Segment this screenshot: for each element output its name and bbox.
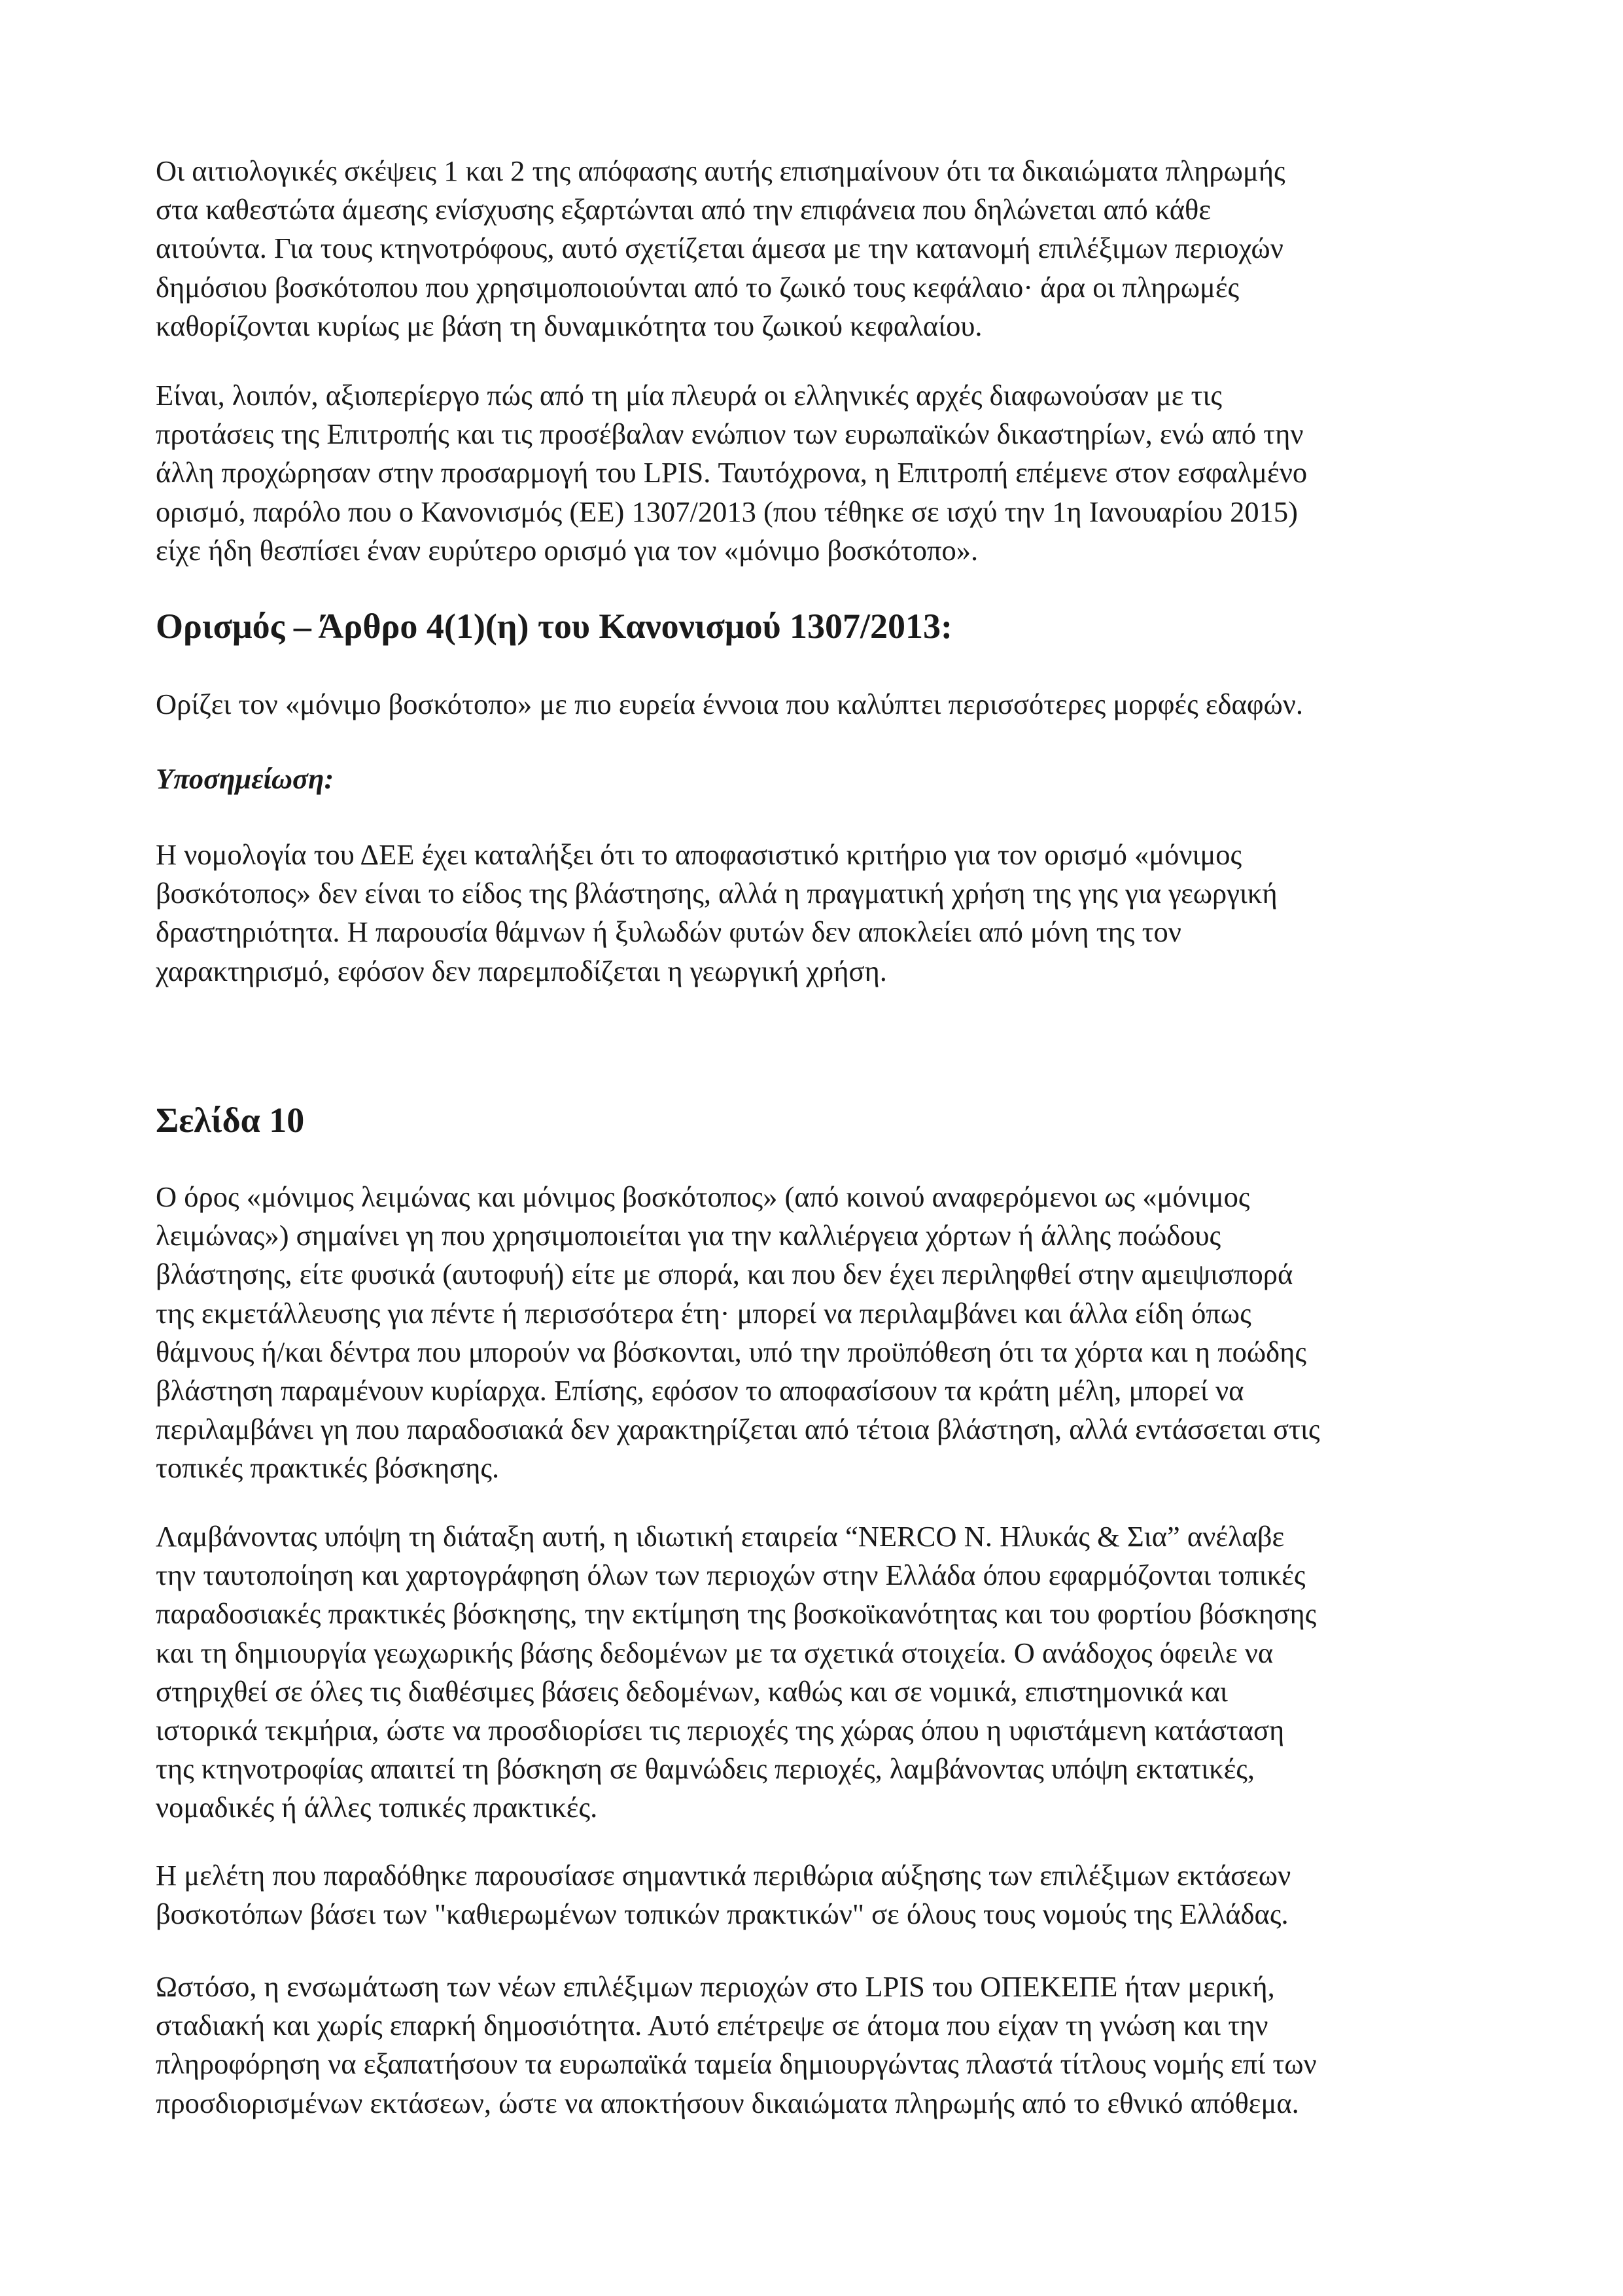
text-line: ιστορικά τεκμήρια, ώστε να προσδιορίσει τις περιοχές της χώρας όπου η υφιστάμενη κατάσταση [156,1714,1285,1747]
text-line: θάμνους ή/και δέντρα που μπορούν να βόσκονται, υπό την προϋπόθεση ότι τα χόρτα και η ποώδης [156,1335,1307,1368]
text-line: αιτούντα. Για τους κτηνοτρόφους, αυτό σχετίζεται άμεσα με την κατανομή επιλέξιμων περιοχών [156,232,1283,265]
paragraph [156,836,1278,991]
text-line: πληροφόρηση να εξαπατήσουν τα ευρωπαϊκά ταμεία δημιουργώντας πλαστά τίτλους νομής επί των [156,2047,1317,2081]
text-line: Η νομολογία του ΔΕΕ έχει καταλήξει ότι το αποφασιστικό κριτήριο για τον ορισμό «μόνιμος [156,838,1242,871]
text-line: της κτηνοτροφίας απαιτεί τη βόσκηση σε θαμνώδεις περιοχές, λαμβάνοντας υπόψη εκτατικές, [156,1752,1255,1786]
text-line: Η μελέτη που παραδόθηκε παρουσίασε σημαντικά περιθώρια αύξησης των επιλέξιμων εκτάσεων [156,1859,1291,1892]
paragraph [156,1178,1320,1488]
text-line: παραδοσιακές πρακτικές βόσκησης, την εκτίμηση της βοσκοϊκανότητας και του φορτίου βόσκησης [156,1597,1317,1631]
paragraph [156,376,1307,570]
text-line: σταδιακή και χωρίς επαρκή δημοσιότητα. Αυτό επέτρεψε σε άτομα που είχαν τη γνώση και την [156,2009,1268,2042]
text-line: Ωστόσο, η ενσωμάτωση των νέων επιλέξιμων περιοχών στο LPIS του ΟΠΕΚΕΠΕ ήταν μερική, [156,1970,1275,2003]
text-line: είχε ήδη θεσπίσει έναν ευρύτερο ορισμό για τον «μόνιμο βοσκότοπο». [156,533,979,567]
paragraph [156,152,1285,345]
paragraph [156,685,1303,724]
text-line: καθορίζονται κυρίως με βάση τη δυναμικότητα του ζωικού κεφαλαίου. [156,309,983,342]
text-line: στα καθεστώτα άμεσης ενίσχυσης εξαρτώνται από την επιφάνεια που δηλώνεται από κάθε [156,193,1212,226]
text-line: περιλαμβάνει γη που παραδοσιακά δεν χαρακτηρίζεται από τέτοια βλάστηση, αλλά εντάσσεται στις [156,1413,1320,1446]
text-line: Οι αιτιολογικές σκέψεις 1 και 2 της απόφασης αυτής επισημαίνουν ότι τα δικαιώματα πληρωμής [156,154,1285,187]
text-line: βλάστησης, είτε φυσικά (αυτοφυή) είτε με σπορά, και που δεν έχει περιληφθεί στην αμειψισπορά [156,1258,1293,1291]
text-line: τοπικές πρακτικές βόσκησης. [156,1451,500,1485]
text-line: Ορίζει τον «μόνιμο βοσκότοπο» με πιο ευρεία έννοια που καλύπτει περισσότερες μορφές εδαφών. [156,688,1304,720]
section-heading: Ορισμός – Άρθρο 4(1)(η) του Κανονισμού 1307/2013: [156,607,953,646]
page-section-heading: Σελίδα 10 [156,1101,305,1140]
text-line: ορισμό, παρόλο που ο Κανονισμός (ΕΕ) 1307/2013 (που τέθηκε σε ισχύ την 1η Ιανουαρίου 2015) [156,495,1298,528]
text-line: Είναι, λοιπόν, αξιοπερίεργο πώς από τη μία πλευρά οι ελληνικές αρχές διαφωνούσαν με τις [156,379,1223,412]
text-line: βοσκότοπος» δεν είναι το είδος της βλάστησης, αλλά η πραγματική χρήση της γης για γεωργική [156,877,1278,910]
text-line: προτάσεις της Επιτροπής και τις προσέβαλαν ενώπιον των ευρωπαϊκών δικαστηρίων, ενώ από την [156,417,1304,451]
text-line: την ταυτοποίηση και χαρτογράφηση όλων των περιοχών στην Ελλάδα όπου εφαρμόζονται τοπικές [156,1559,1306,1592]
footnote-label: Υποσημείωση: [156,762,334,795]
paragraph [156,1856,1291,1934]
text-line: νομαδικές ή άλλες τοπικές πρακτικές. [156,1791,598,1824]
text-line: Ο όρος «μόνιμος λειμώνας και μόνιμος βοσκότοπος» (από κοινού αναφερόμενοι ως «μόνιμος [156,1180,1250,1213]
text-line: δραστηριότητα. Η παρουσία θάμνων ή ξυλωδών φυτών δεν αποκλείει από μόνη της τον [156,915,1181,949]
text-line: Λαμβάνοντας υπόψη τη διάταξη αυτή, η ιδιωτική εταιρεία “NERCO Ν. Ηλυκάς & Σια” ανέλαβε [156,1520,1285,1553]
text-line: άλλη προχώρησαν στην προσαρμογή του LPIS. Ταυτόχρονα, η Επιτροπή επέμενε στον εσφαλμένο [156,456,1308,489]
paragraph [156,1968,1317,2123]
paragraph [156,1517,1316,1828]
text-line: δημόσιου βοσκότοπου που χρησιμοποιούνται από το ζωικό τους κεφάλαιο· άρα οι πληρωμές [156,270,1240,304]
text-line: και τη δημιουργία γεωχωρικής βάσης δεδομένων με τα σχετικά στοιχεία. Ο ανάδοχος όφειλε να [156,1636,1274,1669]
text-line: χαρακτηρισμό, εφόσον δεν παρεμποδίζεται η γεωργική χρήση. [156,954,887,987]
text-line: της εκμετάλλευσης για πέντε ή περισσότερα έτη· μπορεί να περιλαμβάνει και άλλα είδη όπως [156,1296,1251,1330]
text-line: στηριχθεί σε όλες τις διαθέσιμες βάσεις δεδομένων, καθώς και σε νομικά, επιστημονικά και [156,1674,1228,1708]
text-line: προσδιορισμένων εκτάσεων, ώστε να αποκτήσουν δικαιώματα πληρωμής από το εθνικό απόθεμα. [156,2086,1299,2119]
text-line: λειμώνας») σημαίνει γη που χρησιμοποιείται για την καλλιέργεια χόρτων ή άλλης ποώδους [156,1219,1221,1252]
text-line: βλάστηση παραμένουν κυρίαρχα. Επίσης, εφόσον το αποφασίσουν τα κράτη μέλη, μπορεί να [156,1374,1244,1407]
text-line: βοσκοτόπων βάσει των "καθιερωμένων τοπικών πρακτικών" σε όλους τους νομούς της Ελλάδας. [156,1898,1289,1931]
